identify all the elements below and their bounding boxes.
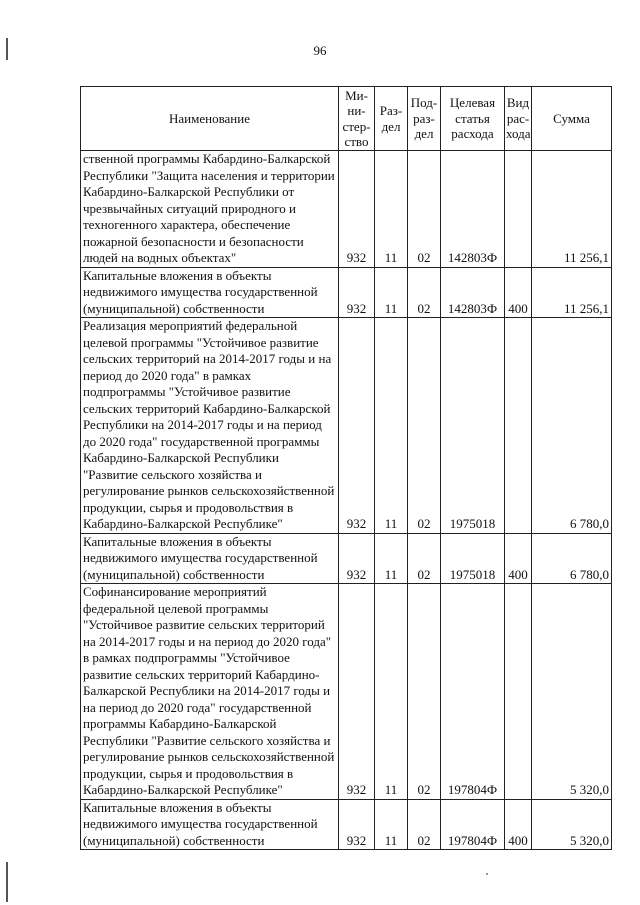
row-type: 400 [505,267,532,318]
row-article: 197804Ф [441,584,505,800]
row-ministry: 932 [339,799,375,850]
row-section: 11 [375,318,408,534]
row-sum: 5 320,0 [532,799,612,850]
row-sum: 5 320,0 [532,584,612,800]
row-sum: 11 256,1 [532,151,612,268]
row-section: 11 [375,799,408,850]
table-row [81,267,612,318]
header-name: Наименование [81,87,339,151]
header-sum: Сумма [532,87,612,151]
row-type [505,584,532,800]
row-sum: 11 256,1 [532,267,612,318]
row-section: 11 [375,151,408,268]
row-subsection: 02 [408,151,441,268]
row-article: 1975018 [441,318,505,534]
row-type [505,318,532,534]
row-subsection: 02 [408,318,441,534]
row-section: 11 [375,267,408,318]
header-expense-type: Вид рас- хода [505,87,532,151]
row-sum: 6 780,0 [532,533,612,584]
row-article: 142803Ф [441,151,505,268]
row-type [505,151,532,268]
row-name: Капитальные вложения в объекты недвижимого имущества государственной (муниципальной) собственности [81,533,339,584]
row-article: 197804Ф [441,799,505,850]
table-header-row [81,87,612,151]
row-name: Реализация мероприятий федеральной целевой программы "Устойчивое развитие сельских территорий на 2014-2017 годы и на период до 2020 года" в рамках подпрограммы "Устойчивое развитие сельских территорий Кабардино-Балкарской Республики на 2014-2017 годы и на период до 2020 года" государственной программы Кабардино-Балкарской Республики "Развитие сельского хозяйства и регулирование рынков сельскохозяйственной продукции, сырья и продовольствия в Кабардино-Балкарской Республике" [81,318,339,534]
table-row [81,151,612,268]
budget-table [80,86,612,850]
header-target-article: Целевая статья расхода [441,87,505,151]
row-subsection: 02 [408,584,441,800]
row-ministry: 932 [339,584,375,800]
table-row [81,799,612,850]
page-number: 96 [313,43,327,58]
row-section: 11 [375,533,408,584]
row-ministry: 932 [339,533,375,584]
header-ministry: Ми- ни- стер- ство [339,87,375,151]
header-section: Раз- дел [375,87,408,151]
table-row [81,533,612,584]
header-subsection: Под- раз- дел [408,87,441,151]
row-name: Софинансирование мероприятий федеральной целевой программы "Устойчивое развитие сельских территорий на 2014-2017 годы и на период до 2020 года" в рамках подпрограммы "Устойчивое развитие сельских территорий Кабардино-Балкарской Республики на 2014-2017 годы и на период до 2020 года" государственной программы Кабардино-Балкарской Республики "Развитие сельского хозяйства и регулирование рынков сельскохозяйственной продукции, сырья и продовольствия в Кабардино-Балкарской Республике" [81,584,339,800]
row-article: 1975018 [441,533,505,584]
row-subsection: 02 [408,533,441,584]
scan-speck [486,873,488,875]
row-type: 400 [505,533,532,584]
row-subsection: 02 [408,267,441,318]
row-ministry: 932 [339,318,375,534]
row-name: ственной программы Кабардино-Балкарской Республики "Защита населения и территории Кабардино-Балкарской Республики от чрезвычайных ситуаций природного и техногенного характера, обеспечение пожарной безопасности и безопасности людей на водных объектах" [81,151,339,268]
row-subsection: 02 [408,799,441,850]
row-section: 11 [375,584,408,800]
row-name: Капитальные вложения в объекты недвижимого имущества государственной (муниципальной) собственности [81,267,339,318]
row-sum: 6 780,0 [532,318,612,534]
row-name: Капитальные вложения в объекты недвижимого имущества государственной (муниципальной) собственности [81,799,339,850]
row-ministry: 932 [339,267,375,318]
row-ministry: 932 [339,151,375,268]
margin-line-bottom [6,862,8,902]
row-article: 142803Ф [441,267,505,318]
table-row [81,584,612,800]
table-row [81,318,612,534]
row-type: 400 [505,799,532,850]
